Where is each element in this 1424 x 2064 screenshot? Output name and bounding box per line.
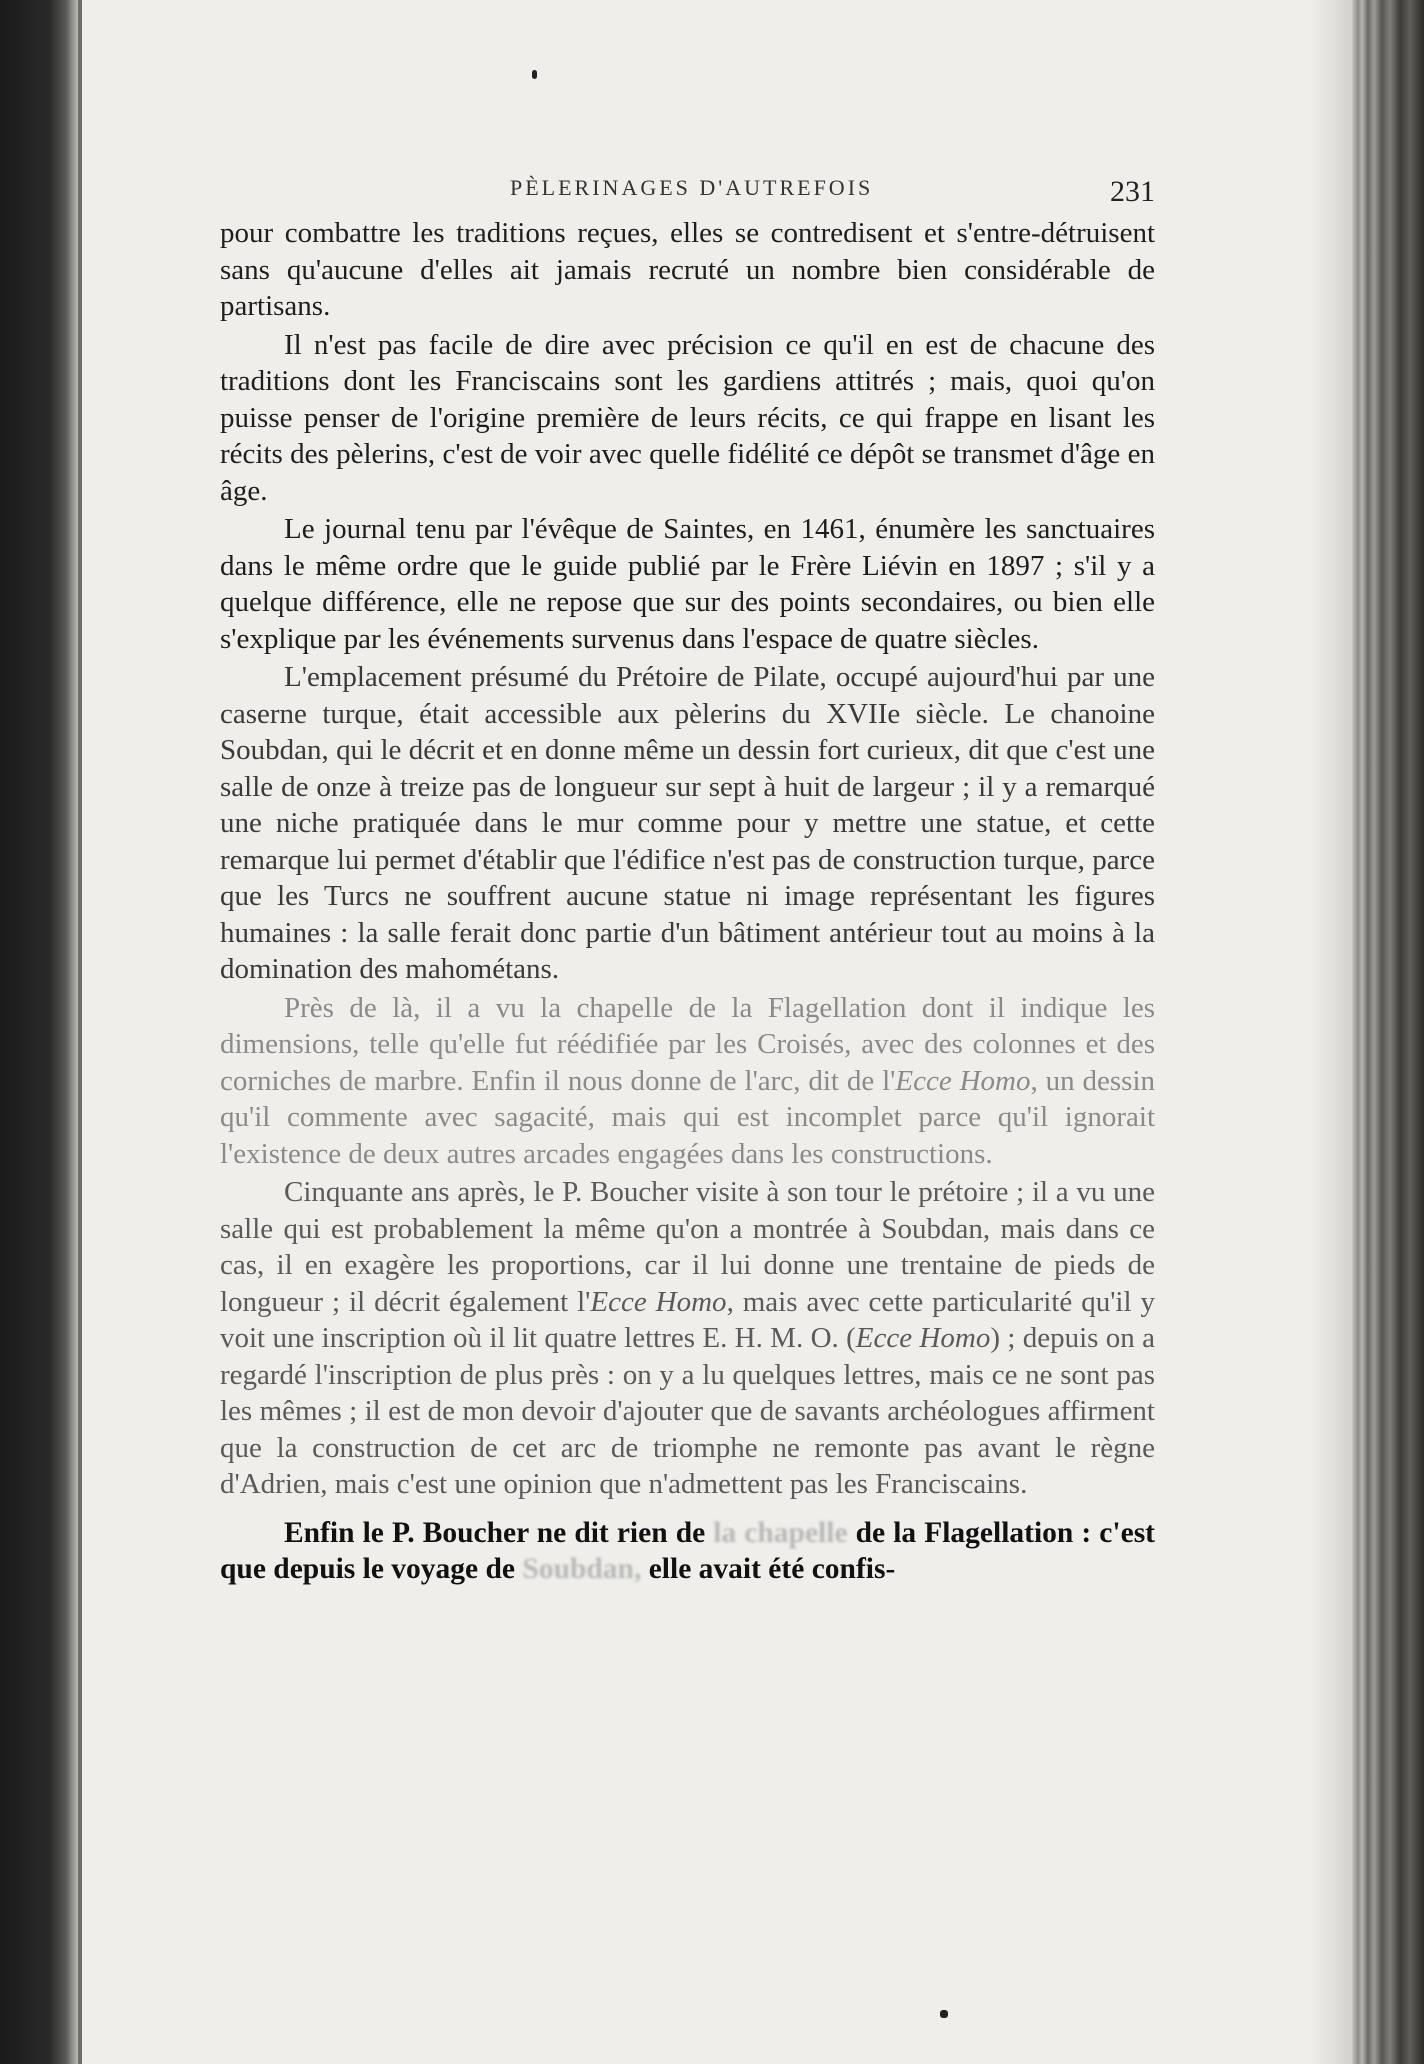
page-number: 231: [1110, 175, 1155, 208]
paragraph-4: L'emplacement présumé du Prétoire de Pilate, occupé aujourd'hui par une caserne turque, était accessible aux pèlerins du XVIIe siècle. Le chanoine Soubdan, qui le décrit et en donne même un dessin fort curieux, dit que c'est une salle de onze à treize pas de longueur sur sept à huit de largeur ; il y a remarqué une niche pratiquée dans le mur comme pour y mettre une statue, et cette remarque lui permet d'établir que l'édifice n'est pas de construction turque, parce que les Turcs ne souffrent aucune statue ni image représentant les figures humaines : la salle ferait donc partie d'un bâtiment antérieur tout au moins à la domination des mahométans.: [220, 661, 1155, 985]
ink-speck: [940, 2010, 948, 2018]
paragraph-6-text-middle: , mais avec cette particularité qu'il y voit une inscription où il lit quatre lettres E. H. M. O. (: [220, 1285, 1155, 1354]
paragraph-6-italic: Ecce Homo: [590, 1285, 727, 1318]
page-content: [220, 165, 1155, 1588]
paragraph-5-text: Près de là, il a vu la chapelle de la Flagellation dont il indique les dimensions, telle qu'elle fut réédifiée par les Croisés, avec des colonnes et des corniches de marbre. Enfin il nous donne de l'arc, dit de l': [220, 991, 1155, 1097]
paragraph-2: Il n'est pas facile de dire avec précision ce qu'il en est de chacune des traditions dont les Franciscains sont les gardiens attitrés ; mais, quoi qu'on puisse penser de l'origine première de leurs récits, ce qui frappe en lisant les récits des pèlerins, c'est de voir avec quelle fidélité ce dépôt se transmet d'âge en âge.: [220, 328, 1155, 507]
running-head: [220, 165, 1155, 215]
paragraph-7-text-e: elle avait été confis-: [641, 1553, 896, 1585]
paragraph-5-text-end: , un dessin qu'il commente avec sagacité, mais qui est incomplet parce qu'il ignorait l'existence de deux autres arcades engagées dans les constructions.: [220, 1064, 1156, 1170]
paragraph-5: [220, 990, 1155, 1173]
paragraph-7-smudged-d: Soubdan,: [522, 1553, 642, 1585]
paragraph-6-text: Cinquante ans après, le P. Boucher visite à son tour le prétoire ; il a vu une salle qui est probablement la même qu'on a montrée à Soubdan, mais dans ce cas, il en exagère les proportions, car il lui donne une trentaine de pieds de longueur ; il décrit également l': [220, 1176, 1155, 1318]
margin-rule: [78, 0, 82, 2064]
paragraph-7-text-c: de la Flagellation : c'est que depuis le voyage de: [220, 1516, 1155, 1585]
paragraph-7-text-a: Enfin le P. Boucher ne dit rien de: [284, 1516, 714, 1549]
binding-edge: [0, 0, 78, 2064]
ink-speck: [532, 70, 537, 79]
paragraph-6-italic-2: Ecce Homo: [855, 1322, 991, 1354]
paragraph-6: [220, 1174, 1155, 1503]
paragraph-6-text-end: ) ; depuis on a regardé l'inscription de plus près : on y a lu quelques lettres, mais ce ne sont pas les mêmes ; il est de mon devoir d'ajouter que de savants archéologues affirment que la construction de cet arc de triomphe ne remonte pas avant le règne d'Adrien, mais c'est une opinion que n'admettent pas les Franciscains.: [220, 1322, 1155, 1500]
running-title: PÈLERINAGES D'AUTREFOIS: [510, 175, 874, 200]
paragraph-7: [220, 1515, 1155, 1588]
gutter-shadow: [1312, 0, 1352, 2064]
paragraph-7-smudged-a: la chapelle: [713, 1516, 848, 1549]
paragraph-3: Le journal tenu par l'évêque de Saintes, en 1461, énumère les sanctuaires dans le même ordre que le guide publié par le Frère Liévin en 1897 ; s'il y a quelque différence, elle ne repose que sur des points secondaires, ou bien elle s'explique par les événements survenus dans l'espace de quatre siècles.: [220, 513, 1155, 655]
paragraph-1: pour combattre les traditions reçues, elles se contredisent et s'entre-détruisent sans qu'aucune d'elles ait jamais recruté un nombre bien considérable de partisans.: [220, 217, 1155, 322]
page-stack-edge: [1352, 0, 1424, 2064]
paragraph-5-italic: Ecce Homo: [895, 1064, 1031, 1097]
